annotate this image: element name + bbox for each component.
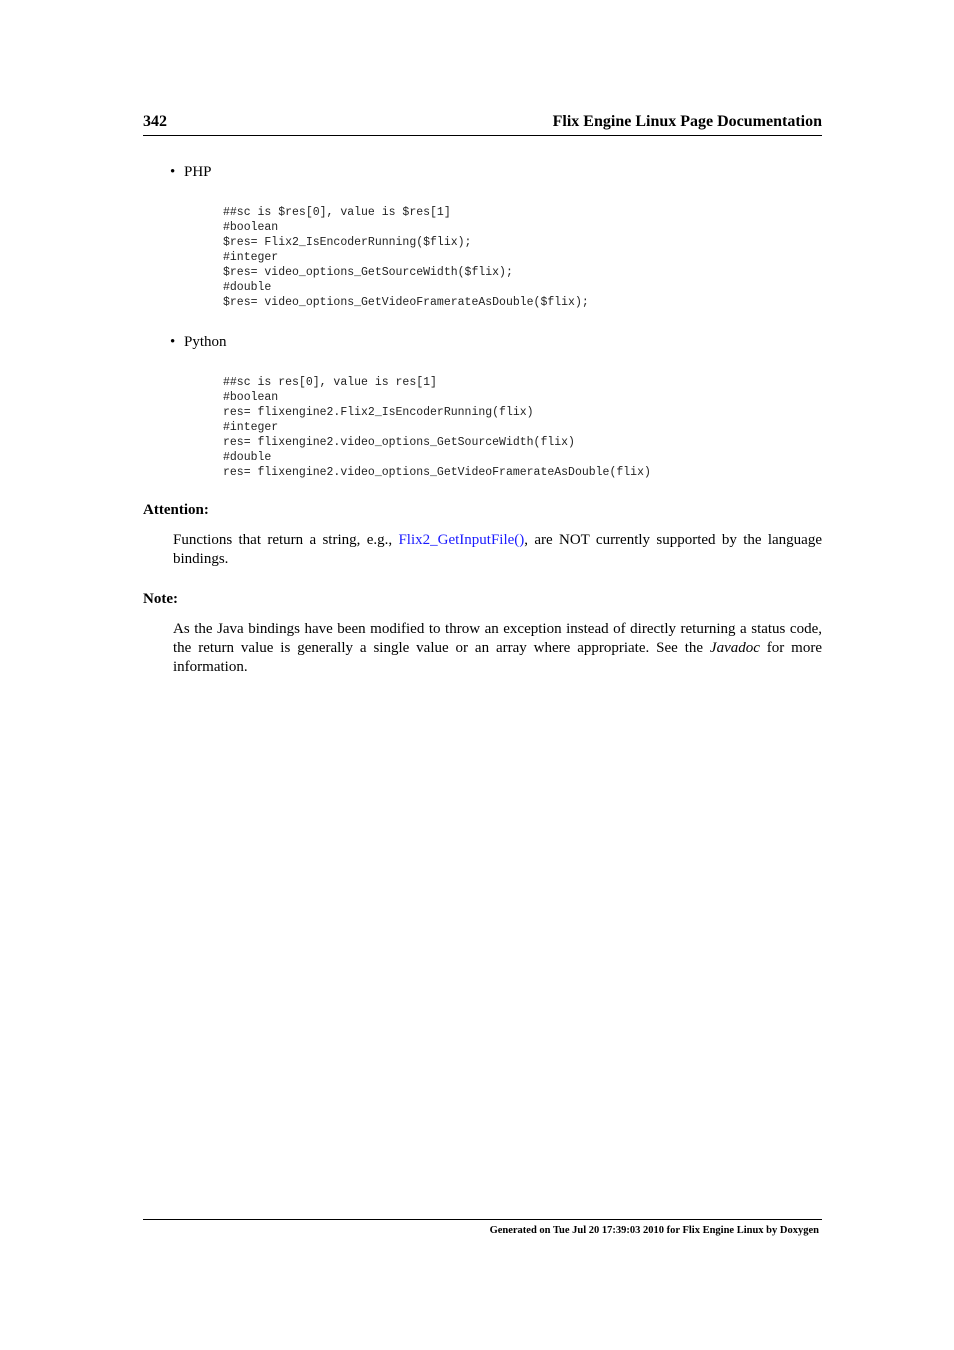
code-line: #integer <box>223 421 279 434</box>
note-text-after: for more information. <box>173 640 822 675</box>
code-line: res= flixengine2.Flix2_IsEncoderRunning(flix) <box>223 406 534 419</box>
note-title: Note: <box>143 591 178 607</box>
page-header <box>143 113 822 136</box>
attention-title: Attention: <box>143 502 209 518</box>
code-line: #boolean <box>223 221 279 234</box>
javadoc-emphasis: Javadoc <box>709 640 760 656</box>
code-line: #double <box>223 281 272 294</box>
code-line: res= flixengine2.video_options_GetSourceWidth(flix) <box>223 436 575 449</box>
attention-text-after: , are NOT currently supported by the language bindings. <box>173 532 823 567</box>
code-line: ##sc is $res[0], value is $res[1] <box>223 206 451 219</box>
attention-paragraph <box>173 531 822 569</box>
php-label: PHP <box>184 164 212 180</box>
python-code-block <box>223 375 651 480</box>
page-title: Flix Engine Linux Page Documentation <box>552 113 822 130</box>
code-line: res= flixengine2.video_options_GetVideoFramerateAsDouble(flix) <box>223 466 651 479</box>
attention-text-before: Functions that return a string, e.g., <box>173 532 399 548</box>
python-label: Python <box>184 334 227 350</box>
flix2-getinputfile-link[interactable]: Flix2_GetInputFile() <box>398 532 525 548</box>
code-line: $res= video_options_GetSourceWidth($flix); <box>223 266 513 279</box>
bullet-icon: • <box>170 334 176 350</box>
code-line: ##sc is res[0], value is res[1] <box>223 376 437 389</box>
code-line: #boolean <box>223 391 279 404</box>
code-line: #integer <box>223 251 279 264</box>
code-line: $res= video_options_GetVideoFramerateAsDouble($flix); <box>223 296 589 309</box>
code-line: $res= Flix2_IsEncoderRunning($flix); <box>223 236 472 249</box>
php-code-block <box>223 205 589 310</box>
page-number: 342 <box>143 113 167 130</box>
footer-text: Generated on Tue Jul 20 17:39:03 2010 for Flix Engine Linux by Doxygen <box>489 1225 819 1236</box>
code-line: #double <box>223 451 272 464</box>
php-list-item <box>170 164 212 181</box>
page-footer <box>143 1219 822 1236</box>
note-paragraph <box>173 620 822 677</box>
bullet-icon: • <box>170 164 176 180</box>
python-list-item <box>170 334 227 351</box>
note-text-before: As the Java bindings have been modified to throw an exception instead of directly returning a status code, the return value is generally a single value or an array where appropriate. See the <box>173 621 822 656</box>
